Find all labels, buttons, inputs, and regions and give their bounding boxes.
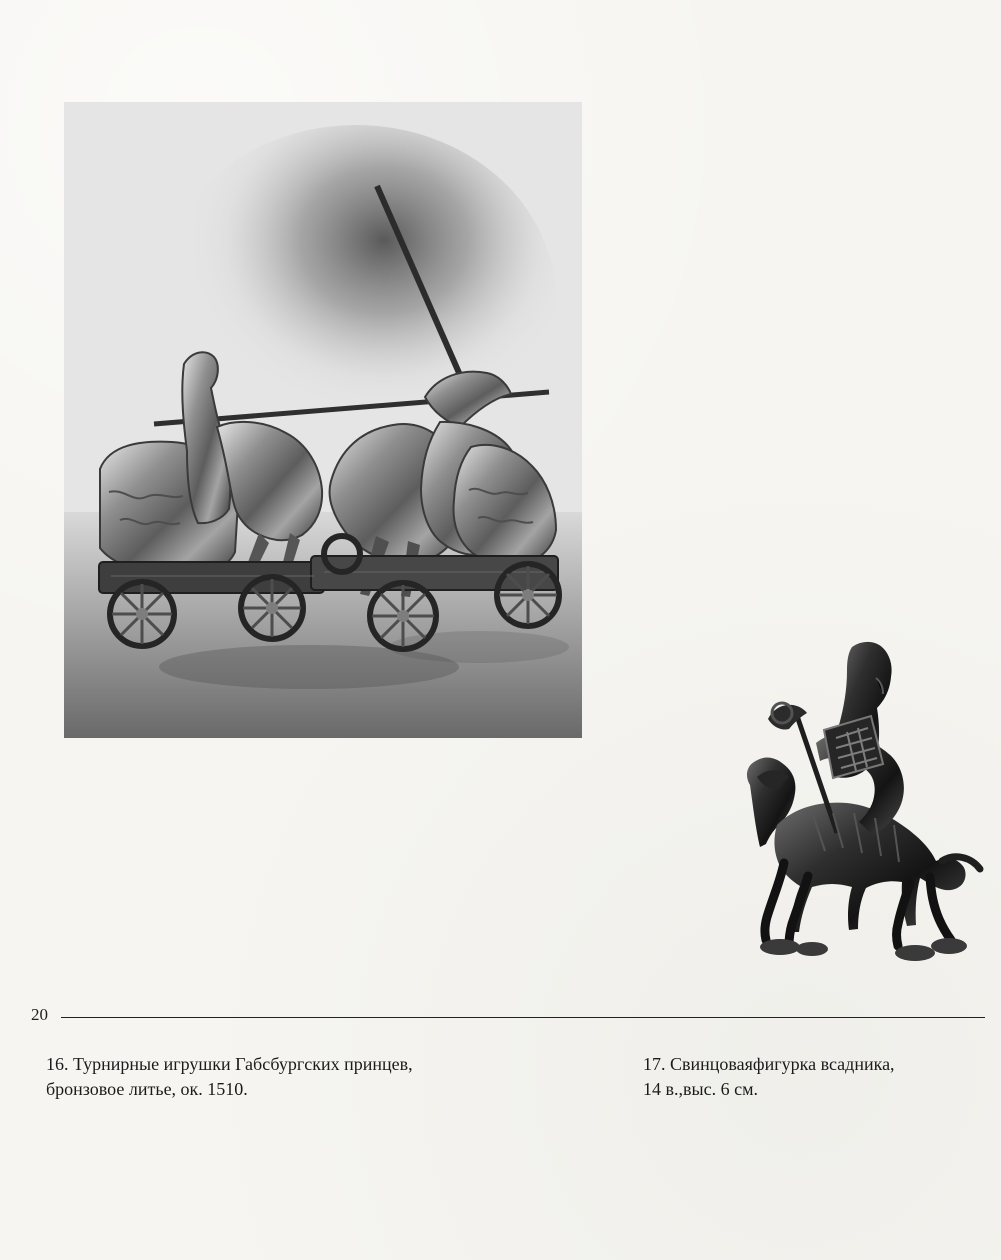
caption-17-line-2: 14 в.,выс. 6 см.: [643, 1078, 758, 1099]
page-number: 20: [31, 1005, 48, 1024]
tournament-toys-illustration: [64, 102, 582, 738]
caption-16-line-2: бронзовое литье, ок. 1510.: [46, 1078, 248, 1099]
lead-rider-illustration: [736, 637, 988, 974]
tournament-toys-photo: [64, 102, 582, 738]
caption-17-line-1: 17. Свинцоваяфигурка всадника,: [643, 1054, 895, 1074]
caption-16-line-1: 16. Турнирные игрушки Габсбургских принцев,: [46, 1054, 413, 1074]
caption-16: [46, 1052, 413, 1102]
caption-17: [643, 1052, 895, 1102]
lead-rider-figure: [736, 637, 988, 974]
footer-divider: [61, 1017, 985, 1018]
